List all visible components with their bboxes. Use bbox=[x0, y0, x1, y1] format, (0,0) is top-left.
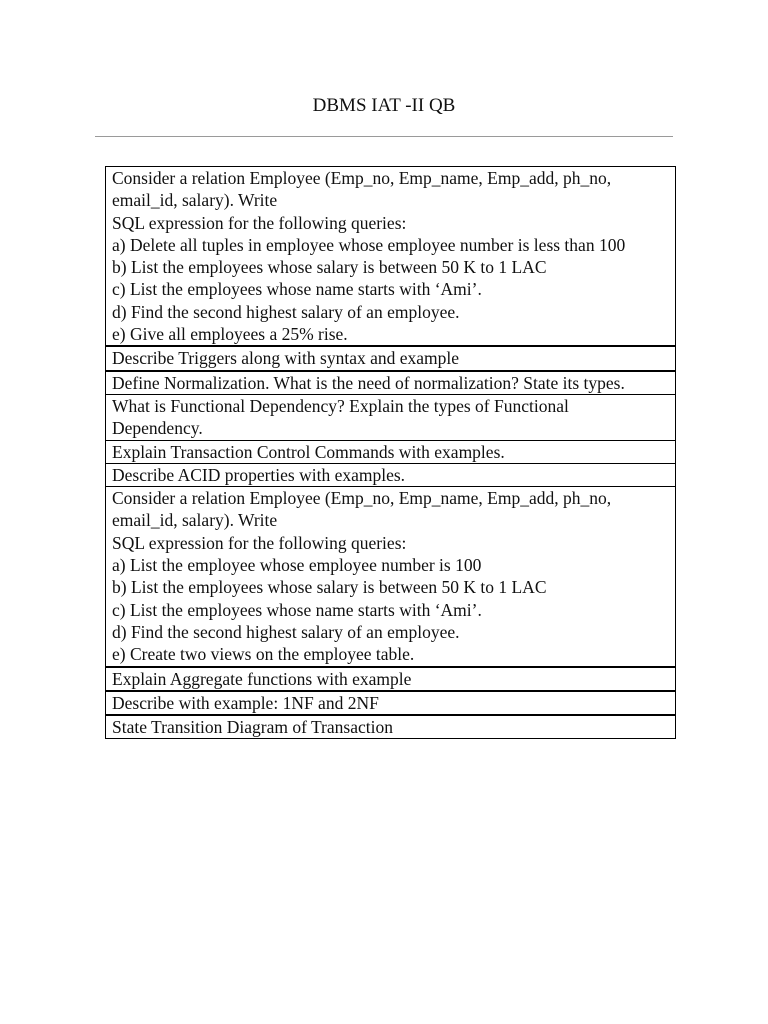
question-list bbox=[106, 167, 676, 739]
question-text-line: c) List the employees whose name starts with ‘Ami’. bbox=[112, 599, 482, 620]
question-text-line: c) List the employees whose name starts with ‘Ami’. bbox=[112, 279, 482, 300]
question-row bbox=[106, 715, 676, 739]
question-text-line: e) Give all employees a 25% rise. bbox=[112, 324, 348, 345]
question-text-line: email_id, salary). Write bbox=[112, 510, 278, 531]
question-text-line: SQL expression for the following queries: bbox=[112, 532, 407, 553]
question-text-line: What is Functional Dependency? Explain the types of Functional bbox=[112, 395, 569, 416]
question-text-line: SQL expression for the following queries: bbox=[112, 212, 407, 233]
question-text-line: email_id, salary). Write bbox=[112, 190, 278, 211]
question-row bbox=[106, 346, 676, 370]
question-text-line: Define Normalization. What is the need of normalization? State its types. bbox=[112, 372, 625, 393]
question-text-line: State Transition Diagram of Transaction bbox=[112, 717, 393, 738]
question-cell bbox=[106, 487, 676, 667]
question-text-line: Describe Triggers along with syntax and example bbox=[112, 348, 460, 369]
question-cell bbox=[106, 394, 676, 440]
question-text-line: a) List the employee whose employee number is 100 bbox=[112, 555, 482, 576]
question-text-line: Dependency. bbox=[112, 418, 203, 439]
question-cell bbox=[106, 691, 676, 715]
question-row bbox=[106, 371, 676, 395]
question-row bbox=[106, 487, 676, 667]
question-row bbox=[106, 667, 676, 691]
question-cell bbox=[106, 440, 676, 463]
question-text-line: d) Find the second highest salary of an employee. bbox=[112, 301, 460, 322]
question-text-line: b) List the employees whose salary is between 50 K to 1 LAC bbox=[112, 577, 547, 598]
question-cell bbox=[106, 463, 676, 486]
question-row bbox=[106, 394, 676, 440]
question-cell bbox=[106, 667, 676, 691]
question-text-line: a) Delete all tuples in employee whose employee number is less than 100 bbox=[112, 234, 626, 255]
question-row bbox=[106, 167, 676, 347]
document-title: DBMS IAT -II QB bbox=[312, 95, 456, 116]
question-text-line: Consider a relation Employee (Emp_no, Emp_name, Emp_add, ph_no, bbox=[112, 488, 612, 509]
question-cell bbox=[106, 167, 676, 347]
question-cell bbox=[106, 346, 676, 370]
question-text-line: Explain Transaction Control Commands with examples. bbox=[112, 441, 505, 462]
question-text-line: Describe ACID properties with examples. bbox=[112, 464, 406, 485]
question-row bbox=[106, 463, 676, 486]
question-cell bbox=[106, 371, 676, 395]
question-text-line: e) Create two views on the employee table. bbox=[112, 644, 415, 665]
question-text-line: b) List the employees whose salary is between 50 K to 1 LAC bbox=[112, 257, 547, 278]
question-table bbox=[105, 166, 676, 739]
question-row bbox=[106, 691, 676, 715]
question-text-line: Describe with example: 1NF and 2NF bbox=[112, 692, 379, 713]
question-cell bbox=[106, 715, 676, 739]
question-text-line: d) Find the second highest salary of an employee. bbox=[112, 621, 460, 642]
title-divider bbox=[95, 136, 673, 137]
question-text-line: Explain Aggregate functions with example bbox=[112, 668, 412, 689]
question-text-line: Consider a relation Employee (Emp_no, Emp_name, Emp_add, ph_no, bbox=[112, 168, 612, 188]
question-row bbox=[106, 440, 676, 463]
